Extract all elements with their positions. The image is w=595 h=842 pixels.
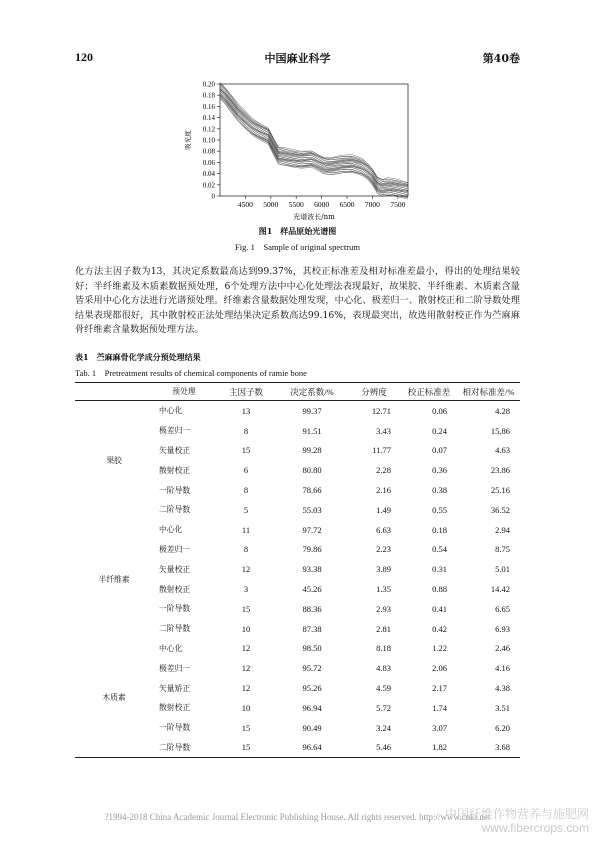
y-tick-label: 0.14: [202, 114, 215, 123]
spectrum-line: [220, 97, 408, 198]
y-tick-label: 0.10: [202, 136, 215, 145]
value-cell: 87.38: [302, 623, 322, 634]
value-cell: 1.74: [432, 702, 447, 713]
value-cell: 1.49: [376, 504, 391, 515]
y-tick-label: 0.08: [202, 147, 215, 156]
value-cell: 96.64: [302, 742, 322, 753]
x-tick-label: 6000: [314, 200, 330, 209]
value-cell: 0.31: [432, 564, 447, 575]
table-row: [75, 401, 520, 421]
method-cell: 中心化: [159, 406, 183, 416]
value-cell: 2.16: [376, 485, 391, 496]
value-cell: 5.72: [376, 702, 391, 713]
value-cell: 8.75: [495, 544, 510, 555]
value-cell: 10: [241, 623, 251, 634]
y-tick-label: 0.16: [202, 102, 215, 111]
table-caption-cn: 表1 苎麻麻骨化学成分预处理结果: [75, 352, 201, 362]
value-cell: 0.41: [432, 603, 447, 614]
value-cell: 2.17: [432, 683, 447, 694]
method-cell: 二阶导数: [159, 505, 191, 515]
value-cell: 15.86: [490, 425, 510, 436]
spectrum-line: [220, 90, 408, 191]
watermark-line1: 中国纤维作物营养与施肥网: [444, 807, 589, 821]
method-cell: 散射校正: [159, 703, 191, 713]
value-cell: 4.59: [376, 683, 391, 694]
value-cell: 0.38: [432, 485, 447, 496]
header-group: [75, 383, 153, 401]
value-cell: 2.28: [376, 465, 391, 476]
value-cell: 78.66: [302, 485, 322, 496]
value-cell: 15: [241, 445, 251, 456]
x-tick-label: 7500: [390, 200, 406, 209]
value-cell: 95.72: [302, 663, 322, 674]
value-cell: 15: [241, 722, 251, 733]
value-cell: 11: [241, 524, 251, 535]
value-cell: 6.65: [495, 603, 510, 614]
header-resolution: 分辨度: [347, 383, 401, 401]
method-cell: 散射校正: [159, 465, 191, 475]
spectrum-line: [220, 87, 408, 187]
method-cell: 一阶导数: [159, 723, 191, 733]
pretreatment-table: [75, 382, 520, 758]
value-cell: 12.71: [371, 405, 391, 416]
body-paragraph: 化方法主因子数为13，其决定系数最高达到99.37%，其校正标准差及相对标准差最小，得出的处理结果较好；半纤维素及木质素数据预处理，6个处理方法中中心化处理法表现最好，故果胶、半纤维素、木质素含量皆采用中心化方法进行光谱预处理。纤维素含量数据处理发现，中心化、极差归一、散射校正和二阶导数处理结果表现都很好，其中散射校正法处理结果决定系数高达99.16%，表现最突出，故选用散射校正作为苎麻麻骨纤维素含量数据预处理方法。: [75, 266, 520, 335]
spectrum-line: [220, 84, 408, 185]
value-cell: 5: [243, 504, 249, 515]
table-row: [75, 520, 520, 540]
value-cell: 6.63: [376, 524, 391, 535]
header-method: 预处理: [153, 383, 215, 401]
value-cell: 12: [241, 683, 251, 694]
value-cell: 2.94: [495, 524, 510, 535]
value-cell: 2.93: [376, 603, 391, 614]
value-cell: 0.54: [432, 544, 447, 555]
figure-caption-en: Fig. 1 Sample of original spectrum: [235, 242, 360, 252]
spectrum-line: [220, 85, 408, 186]
method-cell: 二阶导数: [159, 624, 191, 634]
value-cell: 3.51: [495, 702, 510, 713]
group-name: 木质素: [102, 693, 126, 703]
value-cell: 0.18: [432, 524, 447, 535]
value-cell: 45.26: [302, 584, 322, 595]
spectrum-line: [220, 87, 408, 187]
value-cell: 2.81: [376, 623, 391, 634]
header-rsd: 相对标准差/%: [457, 383, 520, 401]
spectrum-line: [220, 95, 408, 196]
method-cell: 矢量校正: [159, 445, 191, 455]
copyright-footer: ?1994-2018 China Academic Journal Electronic Publishing House. All rights reserved. http://www.cnki.net: [104, 812, 491, 822]
method-cell: 极差归一: [159, 544, 191, 554]
value-cell: 0.42: [432, 623, 447, 634]
method-cell: 二阶导数: [159, 742, 191, 752]
value-cell: 91.51: [302, 425, 322, 436]
header-r2: 决定系数/%: [277, 383, 347, 401]
value-cell: 96.94: [302, 702, 322, 713]
value-cell: 6.93: [495, 623, 510, 634]
spectrum-line: [220, 83, 408, 184]
value-cell: 0.55: [432, 504, 447, 515]
value-cell: 6: [243, 465, 249, 476]
value-cell: 98.50: [302, 643, 322, 654]
value-cell: 55.03: [302, 504, 322, 515]
value-cell: 4.63: [495, 445, 510, 456]
y-tick-label: 0.18: [202, 91, 215, 100]
x-tick-label: 6500: [339, 200, 355, 209]
value-cell: 8: [243, 425, 249, 436]
value-cell: 11.77: [372, 445, 391, 456]
value-cell: 93.38: [302, 564, 322, 575]
value-cell: 2.46: [495, 643, 510, 654]
spectrum-line: [220, 90, 408, 191]
x-tick-label: 4500: [237, 200, 253, 209]
value-cell: 15: [241, 742, 251, 753]
y-tick-label: 0.04: [202, 170, 215, 179]
value-cell: 3.07: [432, 722, 447, 733]
spectrum-line: [220, 82, 408, 183]
value-cell: 99.37: [302, 405, 322, 416]
page-number: 120: [75, 50, 93, 64]
value-cell: 4.83: [376, 663, 391, 674]
value-cell: 25.16: [490, 485, 510, 496]
value-cell: 79.86: [302, 544, 322, 555]
value-cell: 3.43: [376, 425, 391, 436]
value-cell: 12: [241, 643, 251, 654]
value-cell: 3.68: [495, 742, 510, 753]
journal-title: 中国麻业科学: [264, 52, 331, 65]
value-cell: 3.89: [376, 564, 391, 575]
value-cell: 0.07: [432, 445, 447, 456]
x-axis-label: 光谱波长/nm: [293, 213, 335, 221]
value-cell: 4.16: [495, 663, 510, 674]
value-cell: 8: [243, 485, 249, 496]
y-tick-label: 0.06: [202, 158, 215, 167]
method-cell: 中心化: [159, 643, 183, 653]
value-cell: 3: [243, 584, 249, 595]
method-cell: 散射校正: [159, 584, 191, 594]
value-cell: 10: [241, 702, 251, 713]
table-caption-en: Tab. 1 Pretreatment results of chemical components of ramie bone: [75, 368, 307, 378]
value-cell: 5.01: [495, 564, 510, 575]
spectrum-line: [220, 97, 408, 197]
spectrum-line: [220, 83, 408, 184]
spectrum-line: [220, 85, 408, 186]
method-cell: 一阶导数: [159, 485, 191, 495]
value-cell: 88.36: [302, 603, 322, 614]
value-cell: 0.36: [432, 465, 447, 476]
value-cell: 1.22: [432, 643, 447, 654]
value-cell: 12: [241, 564, 251, 575]
value-cell: 4.38: [495, 683, 510, 694]
value-cell: 36.52: [490, 504, 510, 515]
value-cell: 15: [241, 603, 251, 614]
group-name: 果胶: [106, 455, 122, 465]
y-tick-label: 0: [211, 192, 215, 201]
method-cell: 中心化: [159, 525, 183, 535]
spectrum-line: [220, 82, 408, 182]
spectrum-figure: [168, 78, 418, 228]
method-cell: 极差归一: [159, 426, 191, 436]
value-cell: 0.06: [432, 405, 447, 416]
plot-frame: [220, 84, 408, 196]
value-cell: 2.06: [432, 663, 447, 674]
spectrum-line: [220, 91, 408, 192]
method-cell: 矢量校正: [159, 564, 191, 574]
x-tick-label: 5500: [288, 200, 304, 209]
value-cell: 1.82: [432, 742, 447, 753]
value-cell: 95.26: [302, 683, 322, 694]
x-tick-label: 5000: [263, 200, 279, 209]
watermark-line2: www.fibercrops.com: [481, 821, 589, 835]
group-name: 半纤维素: [98, 574, 130, 584]
spectrum-line: [220, 91, 408, 192]
spectrum-line: [220, 95, 408, 195]
spectrum-line: [220, 88, 408, 189]
value-cell: 8: [243, 544, 249, 555]
y-tick-label: 0.12: [202, 125, 215, 134]
y-tick-label: 0.20: [202, 80, 215, 89]
value-cell: 3.24: [376, 722, 391, 733]
value-cell: 99.28: [302, 445, 322, 456]
table-header-row: [75, 383, 520, 401]
value-cell: 23.86: [490, 465, 510, 476]
value-cell: 12: [241, 663, 251, 674]
watermark: [445, 807, 589, 835]
header-sec: 校正标准差: [401, 383, 457, 401]
header-factors: 主因子数: [215, 383, 277, 401]
y-axis-label: 吸光度: [184, 130, 192, 150]
value-cell: 4.28: [495, 405, 510, 416]
value-cell: 1.35: [376, 584, 391, 595]
value-cell: 0.88: [432, 584, 447, 595]
value-cell: 97.72: [302, 524, 322, 535]
method-cell: 极差归一: [159, 663, 191, 673]
value-cell: 8.18: [376, 643, 391, 654]
spectrum-chart: [168, 78, 418, 228]
spectrum-line: [220, 89, 408, 190]
value-cell: 13: [241, 405, 251, 416]
value-cell: 14.42: [490, 584, 510, 595]
figure-caption-cn: 图1 样品原始光谱图: [258, 226, 337, 236]
method-cell: 矢量矫正: [159, 683, 191, 693]
value-cell: 90.49: [302, 722, 322, 733]
value-cell: 80.80: [302, 465, 322, 476]
value-cell: 0.24: [432, 425, 447, 436]
x-tick-label: 7000: [364, 200, 380, 209]
volume-label: 第40卷: [482, 52, 520, 65]
value-cell: 2.23: [376, 544, 391, 555]
spectrum-line: [220, 89, 408, 190]
table-row: [75, 639, 520, 659]
y-tick-label: 0.02: [202, 181, 215, 190]
value-cell: 5.46: [376, 742, 391, 753]
method-cell: 一阶导数: [159, 604, 191, 614]
value-cell: 6.20: [495, 722, 510, 733]
